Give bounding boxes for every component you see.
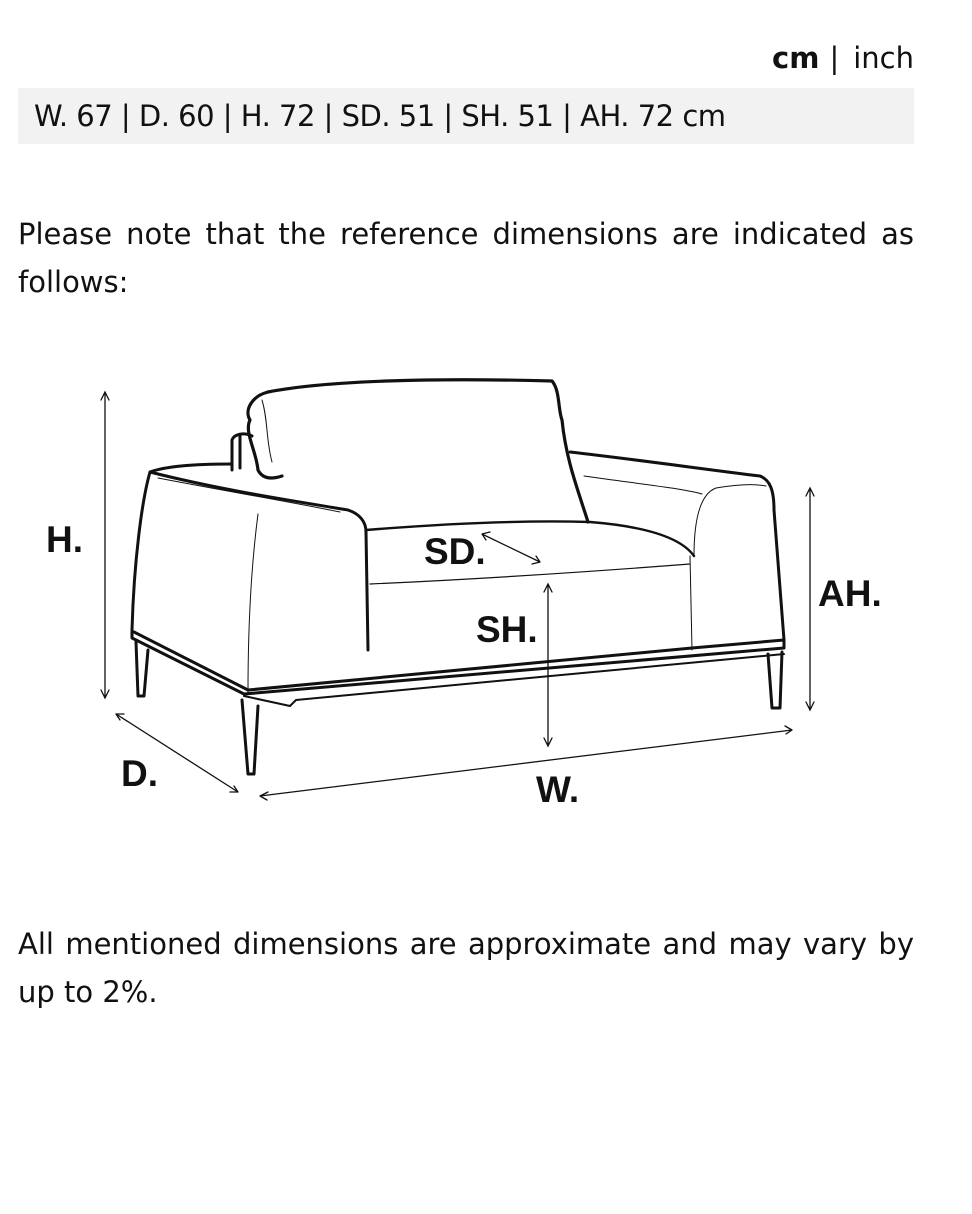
armchair-dimension-diagram <box>0 360 972 840</box>
unit-inch-option[interactable]: inch <box>853 41 914 75</box>
label-height: H. <box>46 519 83 560</box>
label-seat-height: SH. <box>476 609 538 650</box>
unit-cm-option[interactable]: cm <box>772 41 820 75</box>
approximation-note: All mentioned dimensions are approximate and may vary by up to 2%. <box>18 927 914 1009</box>
label-arm-height: AH. <box>818 573 882 614</box>
label-width: W. <box>536 769 580 810</box>
label-depth: D. <box>121 753 158 794</box>
unit-separator: | <box>829 41 840 75</box>
label-seat-depth: SD. <box>424 531 486 572</box>
unit-toggle <box>772 38 914 78</box>
dimensions-summary: W. 67 | D. 60 | H. 72 | SD. 51 | SH. 51 | AH. 72 cm <box>18 88 914 144</box>
armchair-icon <box>132 380 784 774</box>
dimension-arrows <box>101 392 814 800</box>
reference-note: Please note that the reference dimensions are indicated as follows: <box>18 217 914 299</box>
